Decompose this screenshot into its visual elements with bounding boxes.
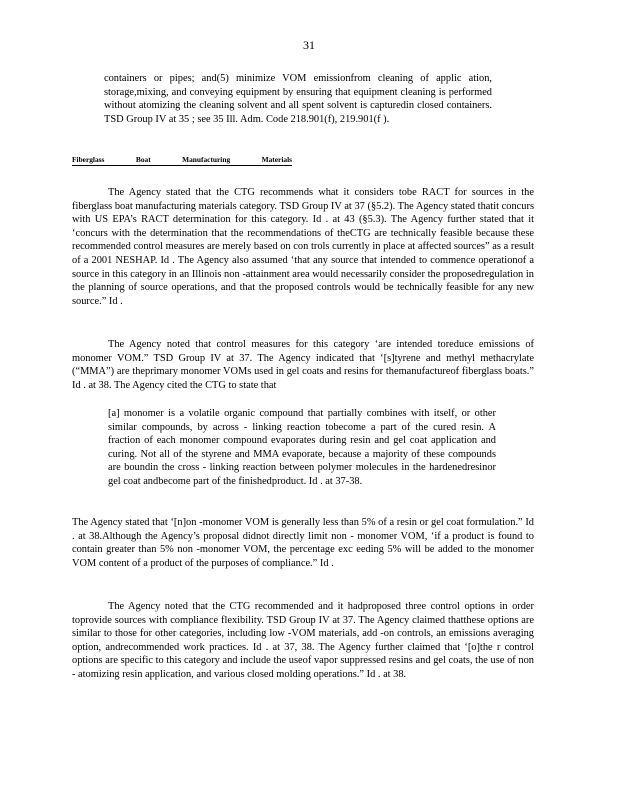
paragraph-3-block: [72, 516, 534, 570]
section-heading-word-1: Fiberglass: [72, 155, 105, 164]
intro-paragraph-block: [104, 72, 492, 126]
block-quote-text: [a] monomer is a volatile organic compound that partially combines with itself, or other similar compounds, by across - linking reaction tobecome a part of the cured resin. A fraction of each monomer compound evaporates during resin and gel coat application and curing. Not all of the styrene and MMA evaporate, because a majority of these compounds are boundin the cross - linking reaction between polymer molecules in the hardenedresinor gel coat andbecome part of the finishedproduct. Id . at 37-38.: [108, 408, 496, 487]
section-heading-word-2: Boat: [135, 155, 151, 164]
paragraph-2-block: [72, 338, 534, 392]
page-number: 31: [303, 38, 315, 52]
paragraph-2: The Agency noted that control measures for this category ‘are intended toreduce emissions of monomer VOM.” TSD Group IV at 37. The Agency indicated that ‘[s]tyrene and methyl methacrylate (“MMA”) are theprimary monomer VOMs used in gel coats and resins for themanufactureof fiberglass boats.” Id . at 38. The Agency cited the CTG to state that: [72, 339, 534, 391]
intro-paragraph: containers or pipes; and(5) minimize VOM emissionfrom cleaning of applic ation, storage,mixing, and conveying equipment by ensuring that equipment cleaning is performed without atomizing the cleaning solvent and all spent solvent is capturedin closed containers. TSD Group IV at 35 ; see 35 Ill. Adm. Code 218.901(f), 219.901(f ).: [104, 73, 492, 125]
paragraph-4: The Agency noted that the CTG recommended and it hadproposed three control options in order toprovide sources with compliance flexibility. TSD Group IV at 37. The Agency claimed thatthese options are similar to those for other categories, including low -VOM materials, add -on controls, an emissions averaging option, andrecommended work practices. Id . at 37, 38. The Agency further claimed that ‘[o]the r control options are specific to this category and include the useof vapor suppressed resins and gel coats, the use of non - atomizing resin application, and various closed molding operations.” Id . at 38.: [72, 601, 534, 680]
paragraph-4-block: [72, 600, 534, 682]
section-heading: [72, 155, 292, 166]
paragraph-3: The Agency stated that ‘[n]on -monomer VOM is generally less than 5% of a resin or gel coat formulation.” Id . at 38.Although the Agency’s proposal didnot directly limit non - monomer VOM, ‘if a product is found to contain greater than 5% non -monomer VOM, the percentage exc eeding 5% will be added to the monomer VOM content of a product of the purposes of compliance.” Id .: [72, 517, 534, 569]
section-heading-word-3: Manufacturing: [182, 155, 231, 164]
paragraph-1-block: [72, 186, 534, 308]
block-quote: [108, 407, 496, 489]
paragraph-1: The Agency stated that the CTG recommends what it considers tobe RACT for sources in the fiberglass boat manufacturing materials category. TSD Group IV at 37 (§5.2). The Agency stated thatit concurs with US EPA’s RACT determination for this category. Id . at 43 (§5.3). The Agency further stated that it ‘concurs with the determination that the recommendations of theCTG are technically feasible because these recommended control measures are merely based on con trols currently in place at affected sources” as a result of a 2001 NESHAP. Id . The Agency also assumed ‘that any source that intended to commence operationof a source in this category in an Illinois non -attainment area would necessarily consider the proposedregulation in the planning of source operations, and that the proposed controls would be technically feasible for any new source.” Id .: [72, 187, 534, 307]
section-heading-word-4: Materials: [261, 155, 292, 164]
